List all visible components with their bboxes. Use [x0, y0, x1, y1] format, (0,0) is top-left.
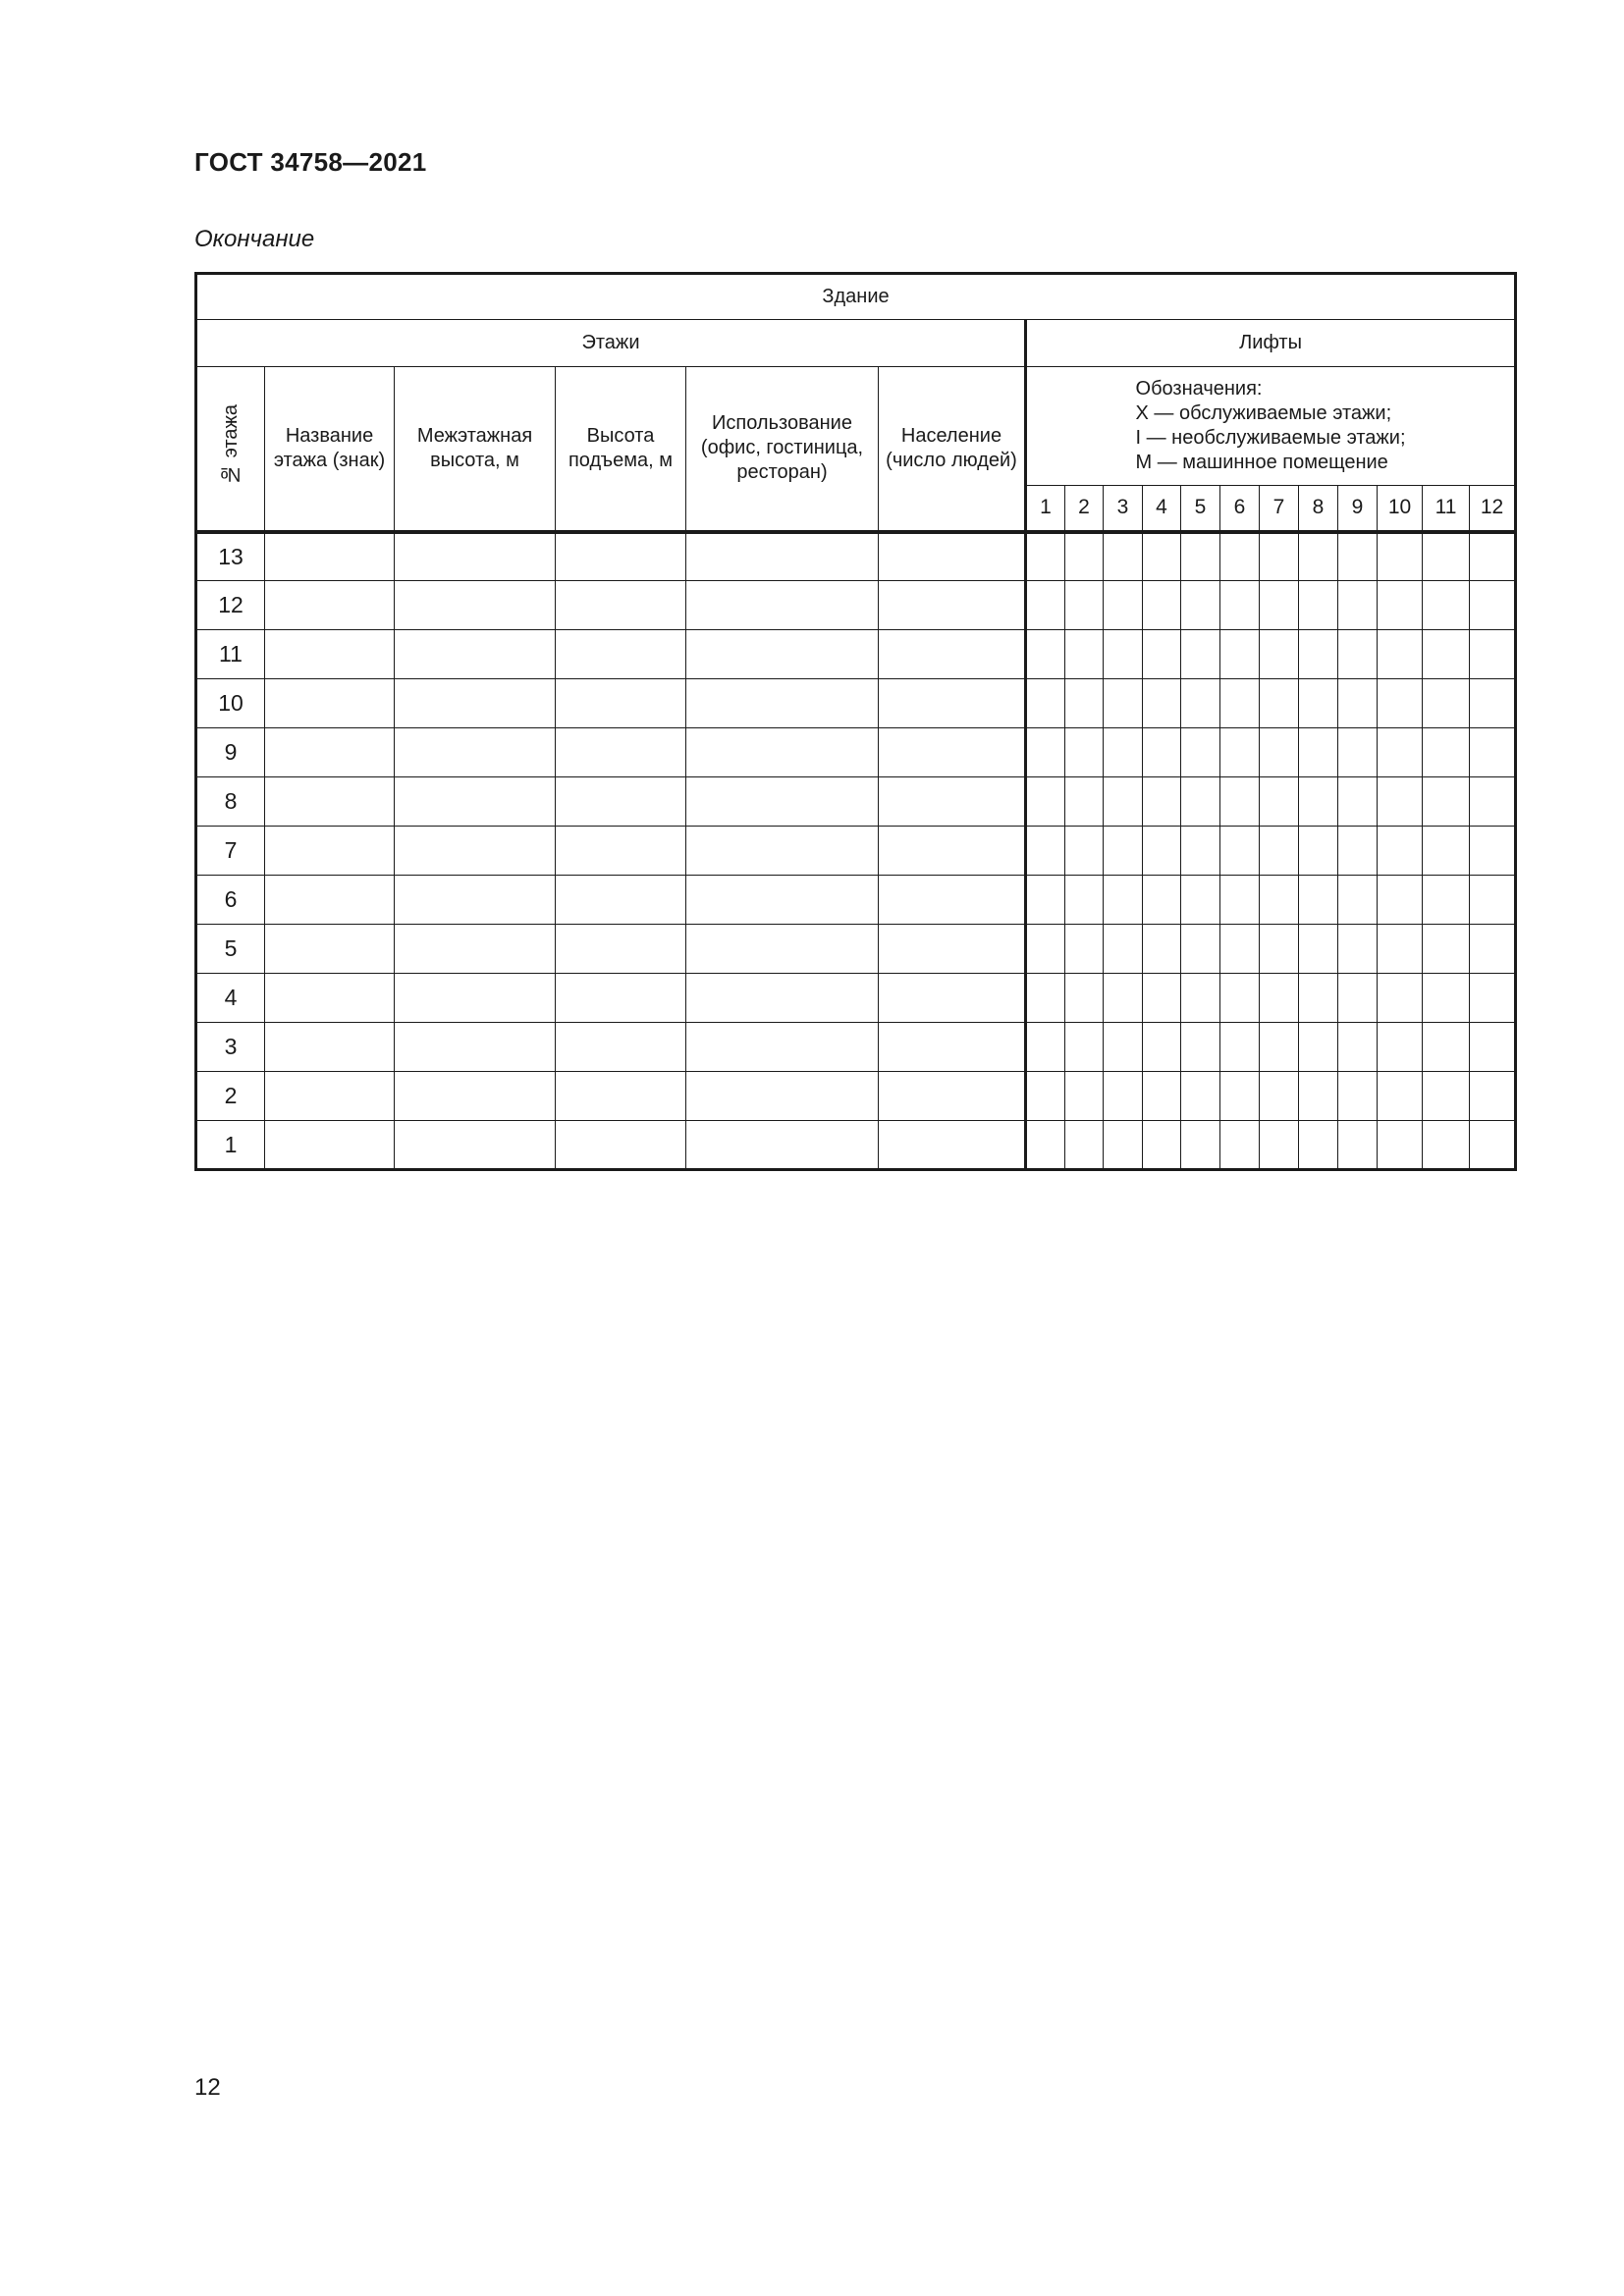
interfloor-height-cell[interactable] [395, 974, 556, 1023]
lift-cell[interactable] [1299, 876, 1338, 925]
population-cell[interactable] [879, 876, 1026, 925]
lift-cell[interactable] [1423, 679, 1470, 728]
floor-name-cell[interactable] [265, 1023, 395, 1072]
floor-name-cell[interactable] [265, 777, 395, 827]
lift-cell[interactable] [1470, 679, 1516, 728]
lift-cell[interactable] [1299, 1072, 1338, 1121]
usage-cell[interactable] [686, 1072, 879, 1121]
floor-name-cell[interactable] [265, 581, 395, 630]
lift-cell[interactable] [1220, 630, 1260, 679]
lift-cell[interactable] [1338, 532, 1378, 581]
lift-cell[interactable] [1065, 1121, 1104, 1170]
lift-number-header: 8 [1299, 486, 1338, 532]
lift-cell[interactable] [1026, 532, 1065, 581]
lift-cell[interactable] [1260, 532, 1299, 581]
lift-cell[interactable] [1104, 679, 1143, 728]
usage-cell[interactable] [686, 1023, 879, 1072]
lift-cell[interactable] [1026, 1121, 1065, 1170]
lift-cell[interactable] [1181, 679, 1220, 728]
lift-cell[interactable] [1026, 777, 1065, 827]
usage-cell[interactable] [686, 581, 879, 630]
lift-cell[interactable] [1026, 1023, 1065, 1072]
lift-cell[interactable] [1299, 1121, 1338, 1170]
lift-number-header: 5 [1181, 486, 1220, 532]
legend-machine-room: M — машинное помещение [1135, 452, 1388, 473]
lift-cell[interactable] [1104, 728, 1143, 777]
lift-cell[interactable] [1338, 925, 1378, 974]
lift-cell[interactable] [1378, 925, 1423, 974]
usage-header: Использование (офис, гостиница, ресторан) [686, 367, 879, 532]
lift-cell[interactable] [1143, 728, 1181, 777]
lift-cell[interactable] [1378, 777, 1423, 827]
lift-cell[interactable] [1181, 630, 1220, 679]
lift-number-header: 6 [1220, 486, 1260, 532]
lift-cell[interactable] [1338, 777, 1378, 827]
population-cell[interactable] [879, 679, 1026, 728]
lift-cell[interactable] [1378, 876, 1423, 925]
lift-cell[interactable] [1220, 974, 1260, 1023]
floor-name-cell[interactable] [265, 974, 395, 1023]
lift-cell[interactable] [1260, 827, 1299, 876]
lift-cell[interactable] [1220, 777, 1260, 827]
lift-number-header: 1 [1026, 486, 1065, 532]
table-row [196, 827, 1516, 876]
floor-name-cell[interactable] [265, 876, 395, 925]
lift-cell[interactable] [1181, 1023, 1220, 1072]
lift-number-header: 9 [1338, 486, 1378, 532]
population-cell[interactable] [879, 630, 1026, 679]
population-header: Население (число людей) [879, 367, 1026, 532]
lift-cell[interactable] [1143, 1023, 1181, 1072]
floor-number-cell: 3 [196, 1023, 265, 1072]
floors-header: Этажи [196, 320, 1026, 367]
table-row [196, 1121, 1516, 1170]
lift-cell[interactable] [1220, 1023, 1260, 1072]
lift-cell[interactable] [1470, 974, 1516, 1023]
usage-cell[interactable] [686, 679, 879, 728]
lift-cell[interactable] [1423, 827, 1470, 876]
population-cell[interactable] [879, 1072, 1026, 1121]
rise-height-cell[interactable] [556, 679, 686, 728]
floor-number-cell: 9 [196, 728, 265, 777]
lift-cell[interactable] [1181, 1121, 1220, 1170]
lift-cell[interactable] [1104, 1023, 1143, 1072]
floor-name-cell[interactable] [265, 728, 395, 777]
interfloor-height-cell[interactable] [395, 532, 556, 581]
rise-height-header: Высота подъема, м [556, 367, 686, 532]
lift-cell[interactable] [1065, 925, 1104, 974]
lift-cell[interactable] [1260, 728, 1299, 777]
lift-cell[interactable] [1299, 974, 1338, 1023]
lift-cell[interactable] [1181, 925, 1220, 974]
usage-cell[interactable] [686, 630, 879, 679]
floor-name-cell[interactable] [265, 630, 395, 679]
table-row [196, 1023, 1516, 1072]
lift-number-header: 2 [1065, 486, 1104, 532]
lift-cell[interactable] [1104, 974, 1143, 1023]
lift-cell[interactable] [1299, 728, 1338, 777]
table-row [196, 876, 1516, 925]
floor-name-cell[interactable] [265, 925, 395, 974]
rise-height-cell[interactable] [556, 728, 686, 777]
lift-cell[interactable] [1299, 777, 1338, 827]
lift-cell[interactable] [1470, 876, 1516, 925]
lift-cell[interactable] [1423, 974, 1470, 1023]
lift-cell[interactable] [1423, 1121, 1470, 1170]
lift-cell[interactable] [1423, 876, 1470, 925]
lift-cell[interactable] [1338, 876, 1378, 925]
lift-cell[interactable] [1378, 532, 1423, 581]
rise-height-cell[interactable] [556, 925, 686, 974]
floor-name-header: Название этажа (знак) [265, 367, 395, 532]
lift-cell[interactable] [1470, 532, 1516, 581]
lift-cell[interactable] [1299, 679, 1338, 728]
interfloor-height-cell[interactable] [395, 1072, 556, 1121]
interfloor-height-cell[interactable] [395, 1023, 556, 1072]
rise-height-cell[interactable] [556, 581, 686, 630]
lift-cell[interactable] [1104, 1072, 1143, 1121]
usage-cell[interactable] [686, 728, 879, 777]
lift-cell[interactable] [1104, 630, 1143, 679]
lift-cell[interactable] [1299, 1023, 1338, 1072]
lift-cell[interactable] [1143, 1121, 1181, 1170]
lift-cell[interactable] [1104, 827, 1143, 876]
floor-number-cell: 7 [196, 827, 265, 876]
rise-height-cell[interactable] [556, 1072, 686, 1121]
usage-cell[interactable] [686, 925, 879, 974]
lift-cell[interactable] [1260, 777, 1299, 827]
lift-cell[interactable] [1470, 777, 1516, 827]
lift-cell[interactable] [1143, 679, 1181, 728]
lift-cell[interactable] [1299, 581, 1338, 630]
lift-cell[interactable] [1338, 581, 1378, 630]
lift-cell[interactable] [1220, 581, 1260, 630]
table-row [196, 581, 1516, 630]
floor-name-cell[interactable] [265, 532, 395, 581]
lift-cell[interactable] [1065, 974, 1104, 1023]
floor-number-header-label: № этажа [219, 404, 242, 486]
lift-cell[interactable] [1260, 1121, 1299, 1170]
lift-cell[interactable] [1143, 876, 1181, 925]
lift-cell[interactable] [1026, 925, 1065, 974]
floor-rows [196, 532, 1516, 1170]
table-row [196, 1072, 1516, 1121]
lift-cell[interactable] [1065, 777, 1104, 827]
lift-cell[interactable] [1065, 532, 1104, 581]
lift-cell[interactable] [1378, 630, 1423, 679]
lift-cell[interactable] [1026, 630, 1065, 679]
lift-cell[interactable] [1378, 728, 1423, 777]
usage-cell[interactable] [686, 777, 879, 827]
usage-cell[interactable] [686, 1121, 879, 1170]
population-cell[interactable] [879, 925, 1026, 974]
lift-cell[interactable] [1143, 925, 1181, 974]
lift-cell[interactable] [1026, 679, 1065, 728]
legend-cell [1026, 367, 1516, 486]
legend-not-served: I — необслуживаемые этажи; [1135, 427, 1406, 449]
table-row [196, 679, 1516, 728]
lift-number-header: 10 [1378, 486, 1423, 532]
rise-height-cell[interactable] [556, 1121, 686, 1170]
lift-cell[interactable] [1065, 728, 1104, 777]
lift-cell[interactable] [1220, 532, 1260, 581]
floor-name-cell[interactable] [265, 827, 395, 876]
lift-cell[interactable] [1065, 876, 1104, 925]
lift-cell[interactable] [1260, 581, 1299, 630]
floor-number-cell: 5 [196, 925, 265, 974]
floor-name-cell[interactable] [265, 1072, 395, 1121]
floor-number-cell: 2 [196, 1072, 265, 1121]
population-cell[interactable] [879, 1121, 1026, 1170]
lifts-header: Лифты [1026, 320, 1516, 367]
usage-cell[interactable] [686, 876, 879, 925]
population-cell[interactable] [879, 974, 1026, 1023]
lift-cell[interactable] [1299, 925, 1338, 974]
table-row [196, 728, 1516, 777]
population-cell[interactable] [879, 728, 1026, 777]
lift-cell[interactable] [1260, 925, 1299, 974]
lift-cell[interactable] [1470, 1023, 1516, 1072]
floors-lifts-table [194, 272, 1517, 1171]
lift-cell[interactable] [1378, 1023, 1423, 1072]
interfloor-height-cell[interactable] [395, 925, 556, 974]
lift-cell[interactable] [1143, 974, 1181, 1023]
interfloor-height-cell[interactable] [395, 679, 556, 728]
lift-cell[interactable] [1423, 1072, 1470, 1121]
lift-cell[interactable] [1378, 974, 1423, 1023]
lift-cell[interactable] [1260, 1072, 1299, 1121]
lift-cell[interactable] [1181, 728, 1220, 777]
table-row [196, 532, 1516, 581]
lift-cell[interactable] [1181, 876, 1220, 925]
lift-cell[interactable] [1104, 581, 1143, 630]
interfloor-height-header: Межэтажная высота, м [395, 367, 556, 532]
lift-cell[interactable] [1470, 630, 1516, 679]
lift-cell[interactable] [1220, 728, 1260, 777]
lift-cell[interactable] [1338, 728, 1378, 777]
lift-cell[interactable] [1220, 1121, 1260, 1170]
population-cell[interactable] [879, 532, 1026, 581]
floor-number-header [196, 367, 265, 532]
building-header: Здание [196, 274, 1516, 320]
lift-cell[interactable] [1181, 777, 1220, 827]
lift-cell[interactable] [1026, 827, 1065, 876]
floor-number-cell: 11 [196, 630, 265, 679]
population-cell[interactable] [879, 1023, 1026, 1072]
floor-number-cell: 10 [196, 679, 265, 728]
lift-cell[interactable] [1338, 679, 1378, 728]
lift-cell[interactable] [1470, 827, 1516, 876]
table-row [196, 630, 1516, 679]
lift-cell[interactable] [1378, 827, 1423, 876]
lift-cell[interactable] [1378, 1121, 1423, 1170]
table-row [196, 777, 1516, 827]
lift-cell[interactable] [1026, 876, 1065, 925]
lift-cell[interactable] [1470, 581, 1516, 630]
floor-number-cell: 1 [196, 1121, 265, 1170]
lift-number-header: 4 [1143, 486, 1181, 532]
lift-cell[interactable] [1220, 876, 1260, 925]
floor-number-cell: 12 [196, 581, 265, 630]
legend [1136, 377, 1406, 475]
rise-height-cell[interactable] [556, 777, 686, 827]
lift-cell[interactable] [1104, 925, 1143, 974]
lift-cell[interactable] [1181, 532, 1220, 581]
floor-number-cell: 6 [196, 876, 265, 925]
interfloor-height-cell[interactable] [395, 630, 556, 679]
lift-cell[interactable] [1104, 1121, 1143, 1170]
lift-cell[interactable] [1220, 925, 1260, 974]
rise-height-cell[interactable] [556, 630, 686, 679]
lift-cell[interactable] [1143, 777, 1181, 827]
lift-cell[interactable] [1104, 777, 1143, 827]
floor-number-cell: 8 [196, 777, 265, 827]
lift-cell[interactable] [1026, 728, 1065, 777]
interfloor-height-cell[interactable] [395, 581, 556, 630]
lift-cell[interactable] [1260, 1023, 1299, 1072]
lift-cell[interactable] [1299, 630, 1338, 679]
lift-cell[interactable] [1423, 925, 1470, 974]
lift-cell[interactable] [1338, 1023, 1378, 1072]
lift-cell[interactable] [1423, 1023, 1470, 1072]
lift-cell[interactable] [1378, 679, 1423, 728]
rise-height-cell[interactable] [556, 1023, 686, 1072]
interfloor-height-cell[interactable] [395, 876, 556, 925]
lift-cell[interactable] [1065, 1072, 1104, 1121]
lift-cell[interactable] [1143, 827, 1181, 876]
interfloor-height-cell[interactable] [395, 728, 556, 777]
lift-cell[interactable] [1181, 974, 1220, 1023]
lift-cell[interactable] [1470, 1072, 1516, 1121]
lift-cell[interactable] [1260, 630, 1299, 679]
interfloor-height-cell[interactable] [395, 827, 556, 876]
document-code: ГОСТ 34758—2021 [194, 147, 427, 177]
lift-cell[interactable] [1260, 679, 1299, 728]
lift-cell[interactable] [1260, 876, 1299, 925]
floor-number-cell: 4 [196, 974, 265, 1023]
lift-cell[interactable] [1423, 581, 1470, 630]
lift-cell[interactable] [1143, 1072, 1181, 1121]
lift-cell[interactable] [1220, 679, 1260, 728]
lift-cell[interactable] [1065, 630, 1104, 679]
table-row [196, 974, 1516, 1023]
lift-cell[interactable] [1065, 1023, 1104, 1072]
lift-cell[interactable] [1065, 679, 1104, 728]
lift-cell[interactable] [1181, 581, 1220, 630]
lift-number-header: 11 [1423, 486, 1470, 532]
lift-cell[interactable] [1104, 532, 1143, 581]
lift-cell[interactable] [1470, 925, 1516, 974]
lift-cell[interactable] [1181, 827, 1220, 876]
lift-cell[interactable] [1338, 974, 1378, 1023]
lift-number-header: 3 [1104, 486, 1143, 532]
lift-cell[interactable] [1423, 630, 1470, 679]
table-row [196, 925, 1516, 974]
lift-cell[interactable] [1338, 1072, 1378, 1121]
lift-cell[interactable] [1470, 1121, 1516, 1170]
rise-height-cell[interactable] [556, 827, 686, 876]
lift-cell[interactable] [1299, 827, 1338, 876]
lift-cell[interactable] [1338, 630, 1378, 679]
interfloor-height-cell[interactable] [395, 1121, 556, 1170]
floor-name-cell[interactable] [265, 679, 395, 728]
lift-cell[interactable] [1260, 974, 1299, 1023]
lift-cell[interactable] [1299, 532, 1338, 581]
usage-cell[interactable] [686, 974, 879, 1023]
lift-cell[interactable] [1378, 1072, 1423, 1121]
lift-cell[interactable] [1181, 1072, 1220, 1121]
continuation-label: Окончание [194, 226, 315, 252]
lift-cell[interactable] [1143, 630, 1181, 679]
lift-cell[interactable] [1026, 1072, 1065, 1121]
lift-cell[interactable] [1143, 532, 1181, 581]
rise-height-cell[interactable] [556, 974, 686, 1023]
usage-cell[interactable] [686, 827, 879, 876]
lift-cell[interactable] [1143, 581, 1181, 630]
page-number: 12 [194, 2074, 221, 2101]
lift-cell[interactable] [1026, 974, 1065, 1023]
population-cell[interactable] [879, 777, 1026, 827]
lift-cell[interactable] [1423, 728, 1470, 777]
lift-cell[interactable] [1338, 1121, 1378, 1170]
floor-name-cell[interactable] [265, 1121, 395, 1170]
lift-cell[interactable] [1220, 1072, 1260, 1121]
legend-served: X — обслуживаемые этажи; [1135, 402, 1392, 424]
lift-cell[interactable] [1423, 777, 1470, 827]
lift-cell[interactable] [1065, 827, 1104, 876]
floor-number-cell: 13 [196, 532, 265, 581]
lift-cell[interactable] [1220, 827, 1260, 876]
interfloor-height-cell[interactable] [395, 777, 556, 827]
lift-number-header: 7 [1260, 486, 1299, 532]
lift-cell[interactable] [1338, 827, 1378, 876]
lift-cell[interactable] [1026, 581, 1065, 630]
population-cell[interactable] [879, 827, 1026, 876]
population-cell[interactable] [879, 581, 1026, 630]
lift-cell[interactable] [1378, 581, 1423, 630]
lift-cell[interactable] [1104, 876, 1143, 925]
lift-cell[interactable] [1470, 728, 1516, 777]
lift-cell[interactable] [1423, 532, 1470, 581]
lift-cell[interactable] [1065, 581, 1104, 630]
legend-title: Обозначения: [1135, 378, 1263, 400]
rise-height-cell[interactable] [556, 876, 686, 925]
usage-cell[interactable] [686, 532, 879, 581]
lift-number-header: 12 [1470, 486, 1516, 532]
rise-height-cell[interactable] [556, 532, 686, 581]
